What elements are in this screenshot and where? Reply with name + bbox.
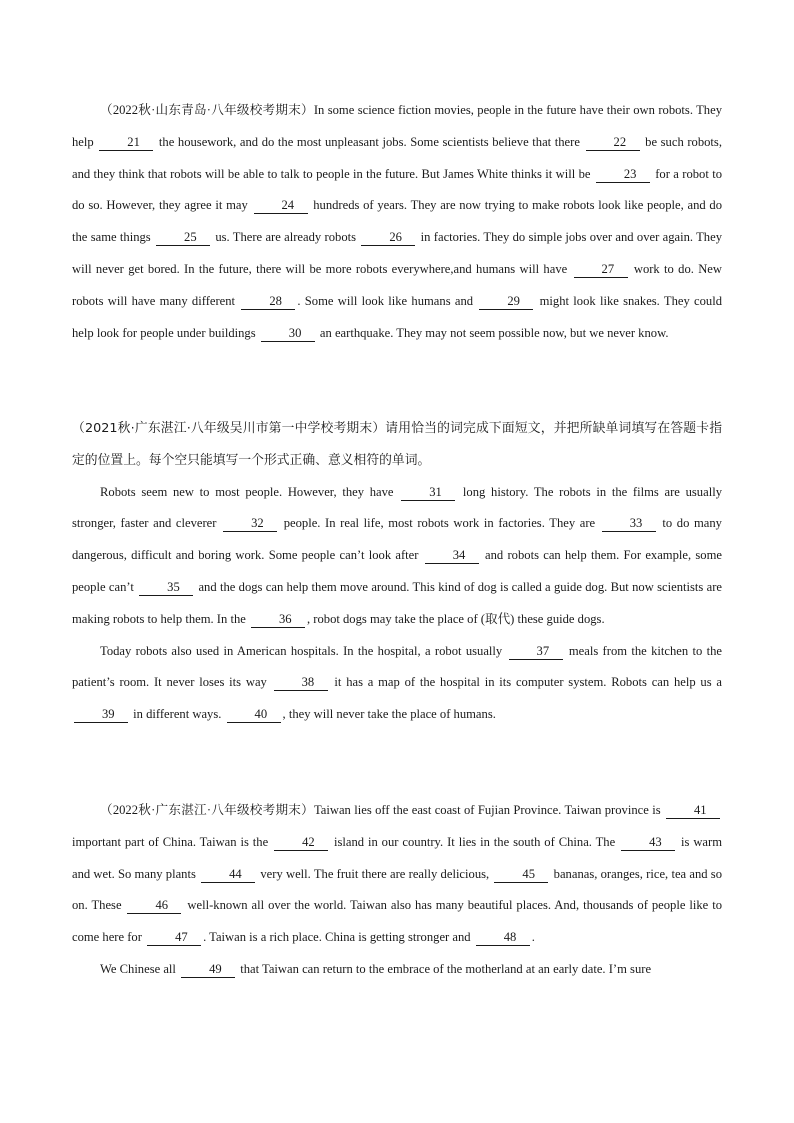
passage-cloze-taiwan bbox=[72, 795, 722, 986]
answer-blank-49[interactable]: 49 bbox=[181, 963, 235, 978]
paragraph bbox=[72, 95, 722, 349]
passage-text: meals from the kitchen to the patient’s room. It never loses its way bbox=[72, 643, 722, 690]
source-label: （2022秋·广东湛江·八年级校考期末） bbox=[100, 803, 314, 817]
passage-text: We Chinese all bbox=[100, 961, 180, 976]
passage-text: , robot dogs may take the place of (取代) these guide dogs. bbox=[306, 611, 605, 626]
passage-text: in different ways. bbox=[130, 707, 225, 722]
answer-blank-28[interactable]: 28 bbox=[241, 295, 295, 310]
answer-blank-27[interactable]: 27 bbox=[574, 263, 628, 278]
paragraph bbox=[72, 795, 722, 954]
passage-text: might look like snakes. They could help look for people under buildings bbox=[72, 293, 723, 340]
passage-text: the housework, and do the most unpleasant jobs. Some scientists believe that there bbox=[155, 134, 584, 149]
answer-blank-23[interactable]: 23 bbox=[596, 168, 650, 183]
answer-blank-44[interactable]: 44 bbox=[201, 868, 255, 883]
answer-blank-42[interactable]: 42 bbox=[274, 836, 328, 851]
passage-text: be such robots, and they think that robots will be able to talk to people in the future. But James White thinks it will be bbox=[72, 134, 722, 181]
passage-text: that Taiwan can return to the embrace of the motherland at an early date. I’m sure bbox=[237, 961, 652, 976]
paragraph bbox=[72, 636, 722, 731]
passage-text: it has a map of the hospital in its computer system. Robots can help us a bbox=[329, 675, 722, 690]
passage-text: us. There are already robots bbox=[212, 230, 360, 245]
answer-blank-30[interactable]: 30 bbox=[261, 327, 315, 342]
answer-blank-26[interactable]: 26 bbox=[361, 231, 415, 246]
passage-cloze-robots-1 bbox=[72, 95, 722, 349]
passage-text: long history. The robots in the films are usually stronger, faster and cleverer bbox=[72, 484, 722, 531]
passage-cloze-robots-2 bbox=[72, 413, 722, 731]
passage-text: bananas, oranges, rice, tea and so on. These bbox=[72, 866, 723, 913]
source-label: （2022秋·山东青岛·八年级校考期末） bbox=[100, 103, 314, 117]
answer-blank-35[interactable]: 35 bbox=[139, 581, 193, 596]
answer-blank-45[interactable]: 45 bbox=[494, 868, 548, 883]
passage-text: , they will never take the place of humans. bbox=[282, 707, 496, 722]
passage-text: and the dogs can help them move around. This kind of dog is called a guide dog. But now scientists are making robots to help them. In the bbox=[72, 579, 722, 626]
passage-text: is warm and wet. So many plants bbox=[72, 834, 723, 881]
answer-blank-32[interactable]: 32 bbox=[223, 517, 277, 532]
answer-blank-36[interactable]: 36 bbox=[251, 613, 305, 628]
answer-blank-21[interactable]: 21 bbox=[99, 136, 153, 151]
passage-text: well-known all over the world. Taiwan also has many beautiful places. And, thousands of people like to come here for bbox=[72, 898, 722, 945]
passage-text: and robots can help them. For example, some people can’t bbox=[72, 548, 722, 594]
passage-text: people. In real life, most robots work in factories. They are bbox=[279, 516, 600, 531]
passage-text: island in our country. It lies in the south of China. The bbox=[330, 834, 620, 849]
passage-text: important part of China. Taiwan is the bbox=[72, 834, 273, 849]
instruction-text: （2021秋·广东湛江·八年级吴川市第一中学校考期末）请用恰当的词完成下面短文，并把所缺单词填写在答题卡指定的位置上。每个空只能填写一个形式正确、意义相符的单词。 bbox=[72, 421, 722, 468]
answer-blank-22[interactable]: 22 bbox=[586, 136, 640, 151]
passage-text: hundreds of years. They are now trying to make robots look like people, and do the same things bbox=[72, 198, 722, 245]
passage-text: In some science fiction movies, people in the future have their own robots. They help bbox=[72, 103, 722, 149]
answer-blank-25[interactable]: 25 bbox=[156, 231, 210, 246]
answer-blank-29[interactable]: 29 bbox=[479, 295, 533, 310]
answer-blank-43[interactable]: 43 bbox=[621, 836, 675, 851]
answer-blank-47[interactable]: 47 bbox=[147, 931, 201, 946]
answer-blank-40[interactable]: 40 bbox=[227, 708, 281, 723]
answer-blank-46[interactable]: 46 bbox=[127, 899, 181, 914]
passage-text: . bbox=[531, 930, 535, 945]
paragraph bbox=[72, 954, 722, 986]
passage-text: . Some will look like humans and bbox=[297, 293, 478, 308]
answer-blank-37[interactable]: 37 bbox=[509, 645, 563, 660]
passage-text: to do many dangerous, difficult and boring work. Some people can’t look after bbox=[72, 516, 722, 563]
passage-text: Robots seem new to most people. However, they have bbox=[100, 484, 400, 499]
answer-blank-31[interactable]: 31 bbox=[401, 486, 455, 501]
answer-blank-48[interactable]: 48 bbox=[476, 931, 530, 946]
passage-text: for a robot to do so. However, they agree it may bbox=[72, 166, 722, 213]
answer-blank-24[interactable]: 24 bbox=[254, 199, 308, 214]
passage-text: an earthquake. They may not seem possible now, but we never know. bbox=[316, 325, 669, 340]
passage-text: . Taiwan is a rich place. China is getting stronger and bbox=[203, 930, 474, 945]
passage-text: very well. The fruit there are really delicious, bbox=[257, 866, 493, 881]
passage-text: Taiwan lies off the east coast of Fujian Province. Taiwan province is bbox=[313, 803, 664, 817]
paragraph bbox=[72, 413, 722, 477]
passage-text: Today robots also used in American hospitals. In the hospital, a robot usually bbox=[100, 643, 507, 658]
answer-blank-33[interactable]: 33 bbox=[602, 517, 656, 532]
paragraph bbox=[72, 477, 722, 636]
answer-blank-41[interactable]: 41 bbox=[666, 804, 720, 819]
passage-text: work to do. New robots will have many different bbox=[72, 261, 722, 308]
answer-blank-38[interactable]: 38 bbox=[274, 676, 328, 691]
answer-blank-39[interactable]: 39 bbox=[74, 708, 128, 723]
answer-blank-34[interactable]: 34 bbox=[425, 549, 479, 564]
passage-text: in factories. They do simple jobs over and over again. They will never get bored. In the future, there will be more robots everywhere,and humans will have bbox=[72, 230, 722, 276]
